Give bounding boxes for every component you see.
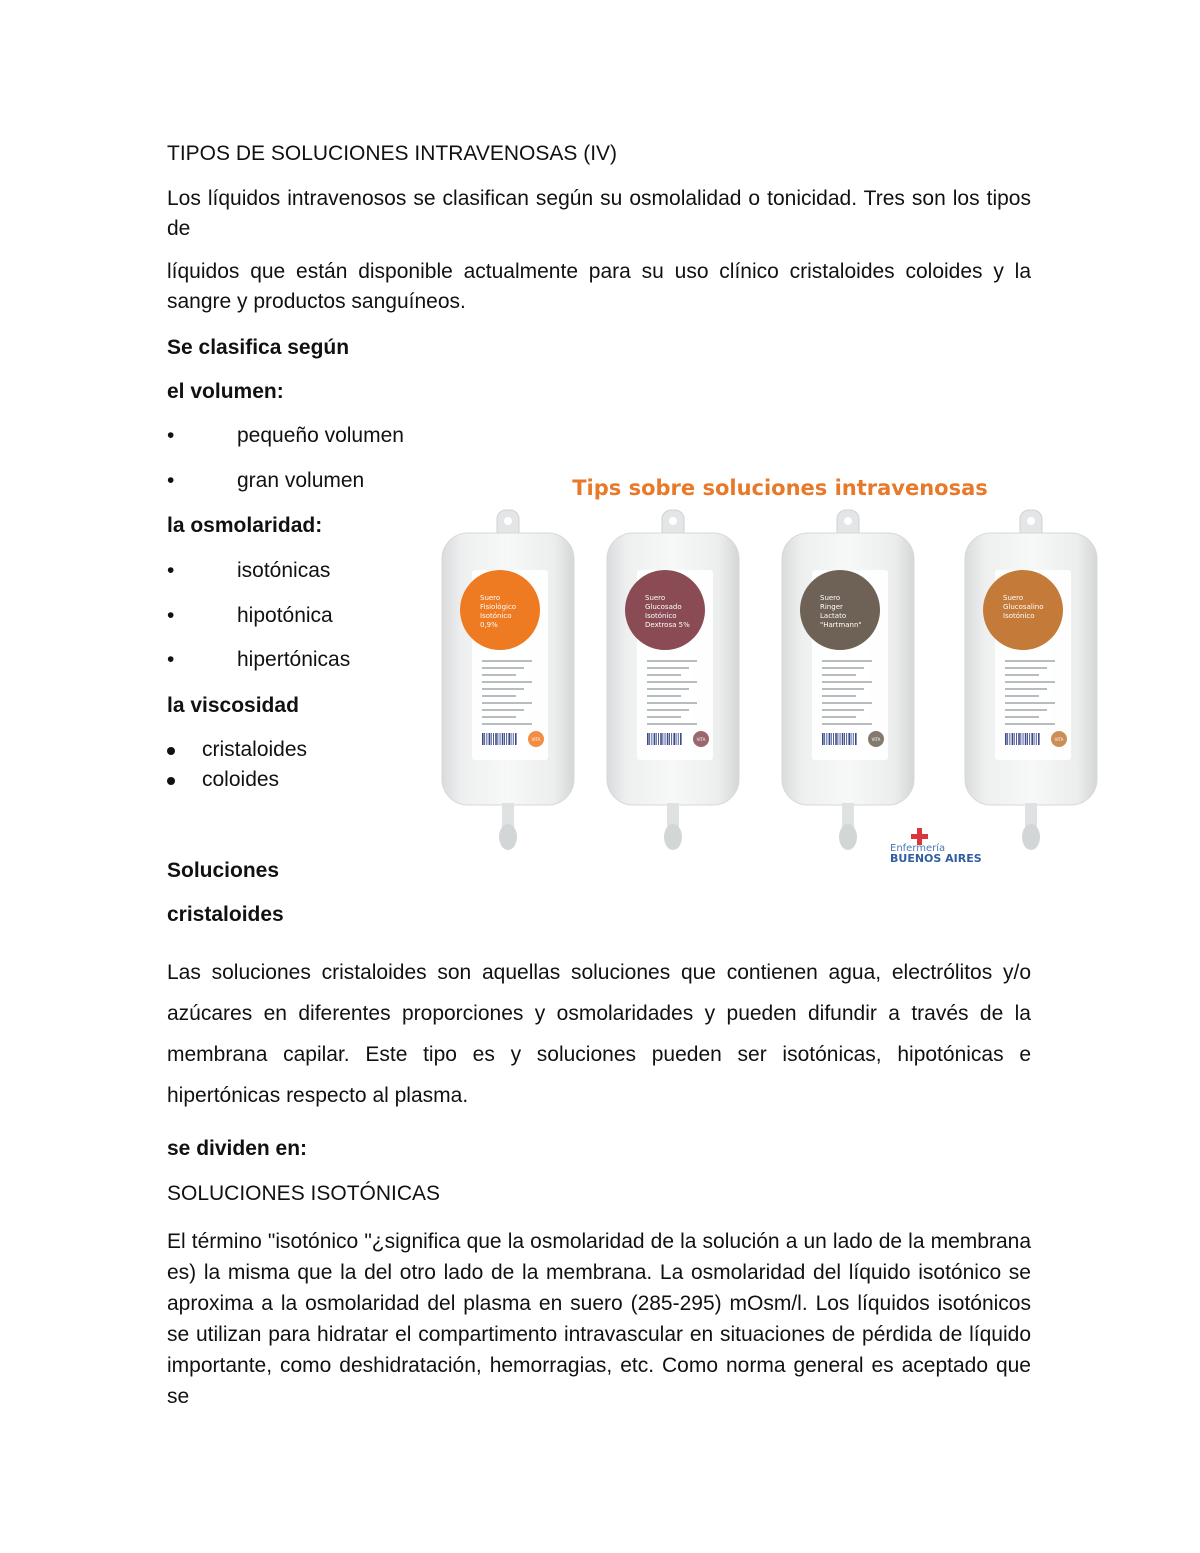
bullet-icon [167,747,175,755]
bag-label: Suero Glucosalino Isotónico [1003,594,1044,620]
list-item-label: isotónicas [237,559,331,582]
bullet-icon [167,777,175,785]
iv-bag [965,510,1097,850]
brand-label: VITA [871,737,881,742]
list-item-label: pequeño volumen [237,424,404,447]
list-item-label: hipertónicas [237,648,351,671]
volume-title: el volumen: [167,380,284,403]
bag-label: Suero Ringer Lactato "Hartmann" [820,594,862,629]
list-item-label: coloides [202,768,280,791]
osmolarity-title: la osmolaridad: [167,514,323,537]
intro-paragraph-2: líquidos que están disponible actualmente para su uso clínico cristaloides coloides y la sangre y productos sanguíneos. [167,260,1031,313]
intro-paragraph-1: Los líquidos intravenosos se clasifican según su osmolalidad o tonicidad. Tres son los tipos de [167,187,1031,240]
enfermeria-logo [890,828,982,865]
bullet-icon: • [167,424,175,447]
bag-label: Suero Glucosado Isotónico Dextrosa 5% [645,594,690,629]
list-item-label: hipotónica [237,604,333,627]
page-title: TIPOS DE SOLUCIONES INTRAVENOSAS (IV) [167,142,618,165]
iv-bag [782,510,914,850]
iv-bags-illustration [435,465,1064,865]
figure-title: Tips sobre soluciones intravenosas [572,476,988,500]
bullet-icon: • [167,604,175,627]
crystalloid-paragraph: Las soluciones cristaloides son aquellas soluciones que contienen agua, electrólitos y/o azúcares en diferentes proporciones y osmolaridades y pueden difundir a través de la membrana capilar. Este tipo es y soluciones pueden ser isotónicas, hipotónicas e hipertónicas respecto al plasma. [167,961,1031,1107]
list-item-label: cristaloides [202,738,308,761]
bullet-icon: • [167,559,175,582]
isotonic-paragraph: El término "isotónico "¿significa que la osmolaridad de la solución a un lado de la membrana es) la misma que la del otro lado de la membrana. La osmolaridad del líquido isotónico se aproxima a la osmolaridad del plasma en suero (285-295) mOsm/l. Los líquidos isotónicos se utilizan para hidratar el compartimento intravascular en situaciones de pérdida de líquido importante, como deshidratación, hemorragias, etc. Como norma general es aceptado que se [167,1230,1031,1408]
brand-label: VITA [1054,737,1064,742]
section-title-line2: cristaloides [167,903,284,926]
logo-line2: BUENOS AIRES [890,852,982,865]
brand-label: VITA [531,737,541,742]
bullet-icon: • [167,648,175,671]
brand-label: VITA [696,737,706,742]
list-item-label: gran volumen [237,469,365,492]
bullet-icon: • [167,469,175,492]
logo-line1: Enfermería [890,843,946,854]
section-title-line1: Soluciones [167,859,280,882]
classify-title: Se clasifica según [167,336,350,359]
divide-title: se dividen en: [167,1137,308,1160]
bag-label: Suero Fisiológico Isotónico 0,9% [480,594,517,629]
iv-bag [442,510,574,850]
viscosity-title: la viscosidad [167,694,299,717]
iv-bag [607,510,739,850]
isotonic-heading: SOLUCIONES ISOTÓNICAS [167,1182,441,1205]
